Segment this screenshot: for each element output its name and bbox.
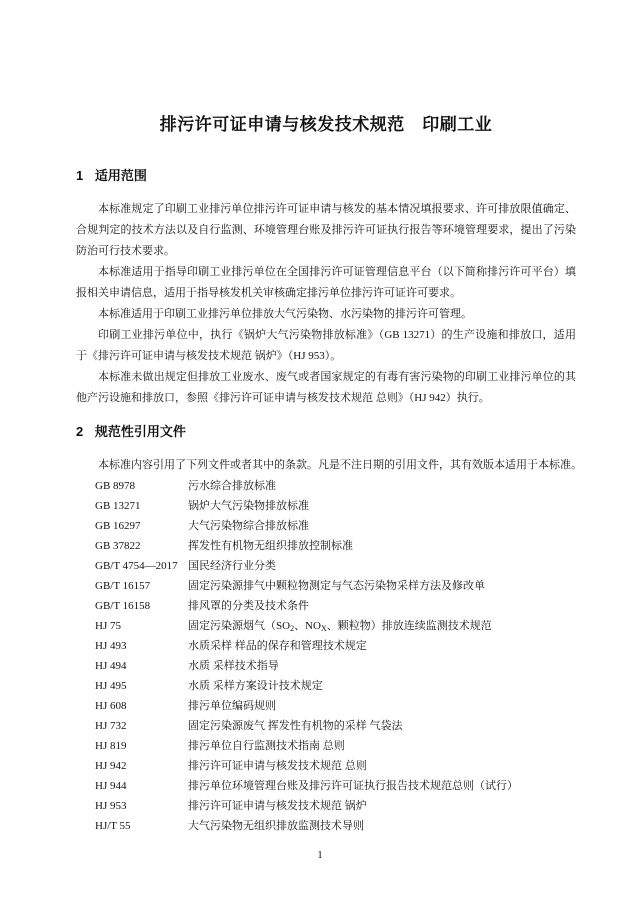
reference-title: 排风罩的分类及技术条件 — [188, 600, 309, 612]
reference-title: 排污单位自行监测技术指南 总则 — [188, 740, 345, 752]
reference-code: HJ 953 — [95, 800, 127, 812]
section-heading-text: 适用范围 — [94, 168, 147, 183]
reference-title: 大气污染物无组织排放监测技术导则 — [188, 820, 364, 832]
reference-row — [95, 476, 586, 496]
reference-title: 水质采样 样品的保存和管理技术规定 — [188, 640, 367, 652]
section-number: 1 — [76, 168, 84, 183]
reference-row — [95, 796, 586, 816]
paragraph: 印刷工业排污单位中，执行《锅炉大气污染物排放标准》（GB 13271）的生产设施和排放口，适用于《排污许可证申请与核发技术规范 锅炉》（HJ 953）。 — [76, 329, 576, 362]
section-number: 2 — [76, 424, 84, 439]
paragraph: 本标准未做出规定但排放工业废水、废气或者国家规定的有毒有害污染物的印刷工业排污单位的其他产污设施和排放口，参照《排污许可证申请与核发技术规范 总则》（HJ 942）执行。 — [76, 371, 576, 404]
reference-code: GB 13271 — [95, 500, 141, 512]
section-scope-body — [76, 199, 576, 409]
reference-row — [95, 496, 586, 516]
reference-title: 水质 采样技术指导 — [188, 660, 279, 672]
reference-title: 国民经济行业分类 — [188, 560, 276, 572]
reference-title: 排污许可证申请与核发技术规范 总则 — [188, 760, 367, 772]
reference-code: HJ/T 55 — [95, 820, 131, 832]
paragraph: 本标准适用于印刷工业排污单位排放大气污染物、水污染物的排污许可管理。 — [98, 308, 472, 320]
paragraph: 本标准规定了印刷工业排污单位排污许可证申请与核发的基本情况填报要求、许可排放限值确定、合规判定的技术方法以及自行监测、环境管理台账及排污许可证执行报告等环境管理要求，提出了污染防治可行技术要求。 — [76, 203, 576, 257]
reference-row — [95, 736, 586, 756]
reference-title: 固定污染源排气中颗粒物测定与气态污染物采样方法及修改单 — [188, 580, 485, 592]
reference-code: HJ 493 — [95, 640, 127, 652]
reference-code: HJ 494 — [95, 660, 127, 672]
reference-title: 固定污染源烟气（$SO_2$、$NO_X$、颗粒物）排放连续监测技术规范 — [188, 620, 492, 633]
reference-row — [95, 516, 586, 536]
reference-row — [95, 556, 586, 576]
section-scope — [76, 167, 576, 409]
references-intro: 本标准内容引用了下列文件或者其中的条款。凡是不注日期的引用文件，其有效版本适用于本标准。 — [98, 459, 582, 471]
paragraph: 本标准适用于指导印刷工业排污单位在全国排污许可证管理信息平台（以下简称排污许可平台）填报相关申请信息，适用于指导核发机关审核确定排污单位排污许可证许可要求。 — [76, 266, 576, 299]
reference-code: GB 37822 — [95, 540, 141, 552]
reference-title: 固定污染源废气 挥发性有机物的采样 气袋法 — [188, 720, 403, 732]
reference-code: GB/T 16157 — [95, 580, 151, 592]
reference-row — [95, 536, 586, 556]
references-list — [95, 476, 586, 836]
reference-row — [95, 756, 586, 776]
reference-row — [95, 636, 586, 656]
reference-title: 挥发性有机物无组织排放控制标准 — [188, 540, 353, 552]
reference-title: 污水综合排放标准 — [188, 480, 276, 492]
reference-row — [95, 776, 586, 796]
reference-title: 排污单位编码规则 — [188, 700, 276, 712]
reference-code: HJ 495 — [95, 680, 127, 692]
reference-row — [95, 716, 586, 736]
reference-row — [95, 616, 586, 636]
reference-code: GB 8978 — [95, 480, 136, 492]
section-scope-heading — [76, 167, 576, 185]
reference-row — [95, 696, 586, 716]
reference-code: HJ 819 — [95, 740, 127, 752]
reference-title: 锅炉大气污染物排放标准 — [188, 500, 309, 512]
reference-code: HJ 944 — [95, 780, 127, 792]
reference-row — [95, 676, 586, 696]
reference-row — [95, 576, 586, 596]
reference-title: 大气污染物综合排放标准 — [188, 520, 309, 532]
reference-code: HJ 75 — [95, 620, 121, 632]
reference-title: 排污单位环境管理台账及排污许可证执行报告技术规范总则（试行） — [188, 780, 518, 792]
reference-code: GB/T 4754—2017 — [95, 560, 178, 572]
reference-code: HJ 942 — [95, 760, 127, 772]
reference-code: HJ 608 — [95, 700, 127, 712]
reference-row — [95, 816, 586, 836]
section-heading-text: 规范性引用文件 — [94, 424, 186, 439]
reference-code: GB/T 16158 — [95, 600, 151, 612]
document-title: 排污许可证申请与核发技术规范 印刷工业 — [159, 115, 493, 134]
reference-row — [95, 656, 586, 676]
page-number: 1 — [317, 849, 323, 861]
reference-code: GB 16297 — [95, 520, 141, 532]
reference-title: 排污许可证申请与核发技术规范 锅炉 — [188, 800, 367, 812]
section-references — [76, 423, 582, 836]
reference-code: HJ 732 — [95, 720, 127, 732]
reference-row — [95, 596, 586, 616]
reference-title: 水质 采样方案设计技术规定 — [188, 680, 323, 692]
section-references-heading — [76, 423, 576, 441]
